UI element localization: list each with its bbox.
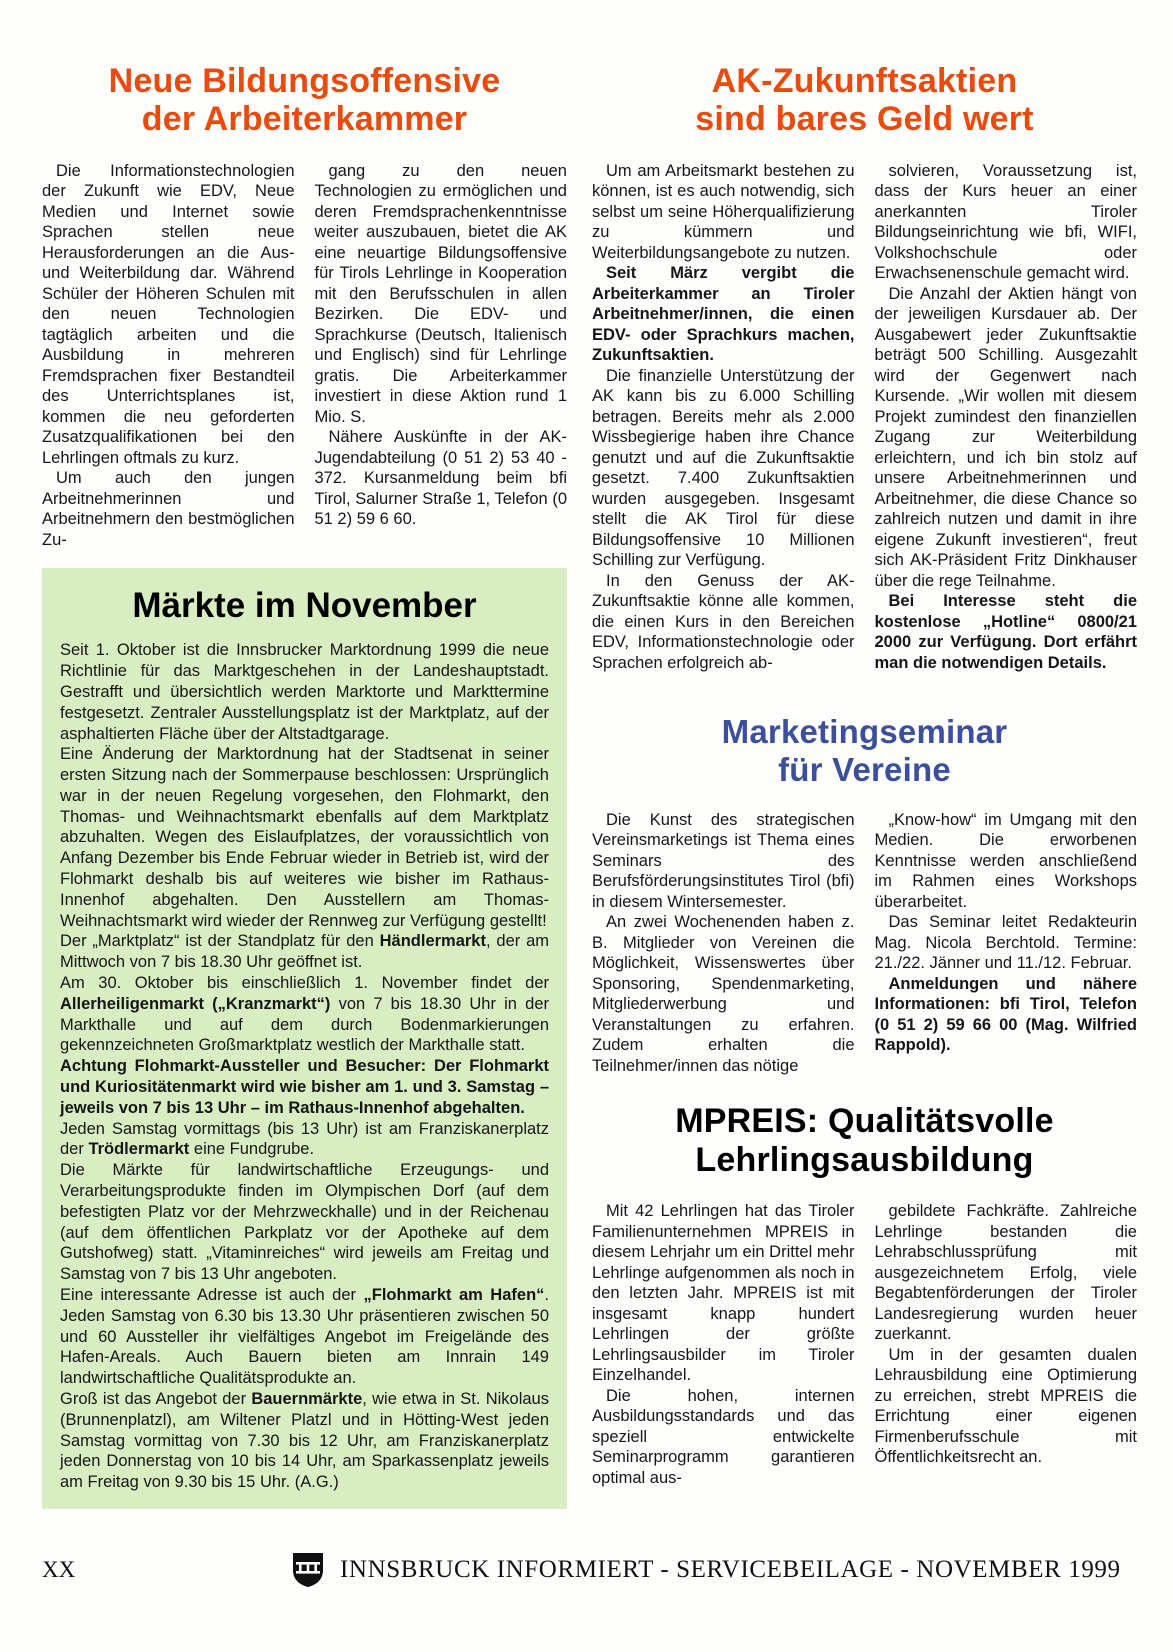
text-segment: Eine interessante Adresse ist auch der bbox=[60, 1286, 364, 1305]
paragraph bbox=[60, 1389, 549, 1493]
text-segment: Groß ist das Angebot der bbox=[60, 1390, 252, 1408]
innsbruck-coat-of-arms-logo bbox=[292, 1552, 324, 1588]
page-number: XX bbox=[42, 1557, 76, 1582]
paragraph: „Know-how“ im Umgang mit den Medien. Die erworbenen Kenntnisse werden anschließend im Rahmen eines Workshops überarbeitet. bbox=[874, 810, 1137, 911]
bold-text: „Flohmarkt am Hafen“ bbox=[363, 1286, 545, 1305]
text-column-2 bbox=[315, 161, 568, 551]
text-column-2 bbox=[875, 810, 1138, 1077]
text-segment: eine Fundgrube. bbox=[189, 1140, 315, 1159]
text-segment: von 7 bis 18.30 Uhr in der Markthalle und auf dem durch Bodenmarkierungen gekennzeichneten Großmarktplatz westlich der Markthalle statt. bbox=[60, 994, 549, 1055]
paragraph: Die finanzielle Unterstützung der AK kann bis zu 6.000 Schilling betragen. Bereits mehr als 2.000 Wissbegierige haben ihre Chance genutzt und auf die Zukunftsaktie gesetzt. 7.400 Zukunftsaktien wurden ausgegeben. Insgesamt stellt die AK Tirol für diese Bildungsoffensive 10 Millionen Schilling zur Verfügung. bbox=[592, 366, 855, 570]
title-line-2: sind bares Geld wert bbox=[695, 100, 1034, 139]
article-body bbox=[42, 161, 567, 551]
paragraph: Die Kunst des strategischen Vereinsmarketings ist Thema eines Seminars des Berufsförderungsinstitutes Tirol (bfi) in diesem Wintersemester. bbox=[592, 810, 855, 911]
article-title-marketingseminar bbox=[592, 713, 1137, 788]
paragraph: Die hohen, internen Ausbildungsstandards und das speziell entwickelte Seminarprogramm garantieren optimal aus- bbox=[592, 1386, 855, 1487]
title-line-1: Neue Bildungsoffensive bbox=[108, 62, 501, 100]
article-title-zukunftsaktien bbox=[592, 62, 1137, 139]
article-title-mpreis bbox=[592, 1102, 1137, 1179]
paragraph: gang zu den neuen Technologien zu ermöglichen und deren Fremdsprachenkenntnisse weiter auszubauen, bietet die AK eine neuartige Bildungsoffensive für Tirols Lehrlinge in Kooperation mit den Berufsschulen in allen Bezirken. Die EDV- und Sprachkurse (Deutsch, Italienisch und Englisch) sind für Lehrlinge gratis. Die Arbeiterkammer investiert in diese Aktion rund 1 Mio. S. bbox=[314, 161, 567, 426]
article-bildungsoffensive bbox=[42, 62, 567, 550]
paragraph: gebildete Fachkräfte. Zahlreiche Lehrlinge bestanden die Lehrabschlussprüfung mit ausgezeichnetem Erfolg, viele Begabtenförderungen der Tiroler Landesregierung wurden heuer zuerkannt. bbox=[874, 1202, 1137, 1344]
paragraph: Nähere Auskünfte in der AK-Jugendabteilung (0 51 2) 53 40 - 372. Kursanmeldung beim bfi Tirol, Salurner Straße 1, Telefon (0 51 2) 59 6 60. bbox=[314, 428, 567, 529]
article-body bbox=[592, 1201, 1137, 1488]
paragraph: Seit 1. Oktober ist die Innsbrucker Marktordnung 1999 die neue Richtlinie für das Marktgeschehen in der Landeshauptstadt. Gestrafft und übersichtlich werden Marktorte und Markttermine festgesetzt. Zentraler Ausstellungsplatz ist der Marktplatz, auf der asphaltierten Fläche über der Altstadtgarage. bbox=[60, 641, 549, 743]
footer-journal-title: INNSBRUCK INFORMIERT - SERVICEBEILAGE - NOVEMBER 1999 bbox=[340, 1556, 1121, 1583]
article-body bbox=[592, 810, 1137, 1077]
bold-text: Händlermarkt bbox=[379, 932, 486, 951]
article-body bbox=[592, 161, 1137, 674]
paragraph: Eine Änderung der Marktordnung hat der Stadtsenat in seiner ersten Sitzung nach der Sommerpause beschlossen: Ursprünglich war in der neuen Regelung vorgesehen, den Flohmarkt, den Thomas- und Weihnachtsmarkt ebenfalls auf dem Marktplatz abzuhalten. Wegen des Eislaufplatzes, der voraussichtlich von Anfang Dezember bis Ende Februar wieder in Betrieb ist, wird der Flohmarkt deshalb bis auf weiteres wie bisher im Rathaus-Innenhof abgehalten. Den Ausstellern am Thomas-Weihnachtsmarkt wird wieder der Rennweg zur Verfügung gestellt! bbox=[60, 745, 549, 930]
text-column-2 bbox=[875, 1201, 1138, 1488]
paragraph: Die Märkte für landwirtschaftliche Erzeugungs- und Verarbeitungsprodukte finden im Olympischen Dorf (auf dem befestigten Platz vor der Mehrzweckhalle) und in der Reichenau (auf dem öffentlichen Parkplatz vor der Apotheke auf dem Gutshofweg) statt. „Vitaminreiches“ wird jeweils am Freitag und Samstag von 7 bis 13 Uhr angeboten. bbox=[60, 1161, 549, 1284]
right-page-region bbox=[592, 62, 1137, 1488]
paragraph: Um auch den jungen Arbeitnehmerinnen und Arbeitnehmern den bestmöglichen Zu- bbox=[42, 469, 295, 549]
paragraph-bold: Bei Interesse steht die kostenlose „Hotline“ 0800/21 2000 zur Verfügung. Dort erfährt man die notwendigen Details. bbox=[874, 592, 1137, 672]
article-title-bildungsoffensive bbox=[42, 62, 567, 139]
text-segment: . Jeden Samstag von 6.30 bis 13.30 Uhr präsentieren zwischen 50 und 60 Aussteller ihr vielfältiges Angebot im Freigelände des Hafen-Areals. Auch Bauern bieten am Innrain 149 landwirtschaftliche Qualitätsprodukte an. bbox=[60, 1286, 549, 1388]
paragraph: solvieren, Voraussetzung ist, dass der Kurs heuer an einer anerkannten Tiroler Bildungseinrichtung wie bfi, WIFI, Volkshochschule oder Erwachsenenschule gemacht wird. bbox=[874, 161, 1137, 283]
paragraph bbox=[60, 973, 549, 1056]
paragraph: Die Anzahl der Aktien hängt von der jeweiligen Kursdauer ab. Der Ausgabewert jeder Zukunftsaktie beträgt 500 Schilling. Ausgezahlt wird der Gegenwert nach Kursende. „Wir wollen mit diesem Projekt zumindest den finanziellen Zugang zur Weiterbildung erleichtern, und ich bin stolz auf unsere Arbeitnehmerinnen und Arbeitnehmer, die diese Chance so zahlreich nutzen und damit in ihre eigene Zukunft investieren“, freut sich AK-Präsident Fritz Dinkhauser über die rege Teilnahme. bbox=[874, 284, 1137, 590]
text-column-1 bbox=[42, 161, 295, 551]
text-column-2 bbox=[875, 161, 1138, 674]
title-line-1: AK-Zukunftsaktien bbox=[711, 62, 1018, 100]
paragraph bbox=[60, 1285, 549, 1389]
paragraph: An zwei Wochenenden haben z. B. Mitglieder von Vereinen die Möglichkeit, Wissenswertes über Sponsoring, Spendenmarketing, Mitgliederwerbung und Veranstaltungen zu erfahren. Zudem erhalten die Teilnehmer/innen das nötige bbox=[592, 913, 855, 1075]
article-marketingseminar bbox=[592, 713, 1137, 1076]
title-line-2: für Vereine bbox=[778, 750, 951, 788]
bold-text: Trödlermarkt bbox=[88, 1140, 190, 1159]
text-column-1 bbox=[592, 1201, 855, 1488]
title-line-1: MPREIS: Qualitätsvolle bbox=[675, 1102, 1054, 1141]
text-column-1 bbox=[592, 810, 855, 1077]
article-mpreis bbox=[592, 1102, 1137, 1488]
paragraph bbox=[60, 1119, 549, 1161]
text-segment: , der am Mittwoch von 7 bis 18.30 Uhr geöffnet ist. bbox=[60, 932, 549, 972]
article-maerkte-im-november bbox=[42, 568, 567, 1509]
title-line-1: Marketingseminar bbox=[721, 713, 1008, 751]
bold-text: Achtung Flohmarkt-Aussteller und Besucher: Der Flohmarkt und Kuriositätenmarkt wird wie bisher am 1. und 3. Samstag – jeweils von 7 bis 13 Uhr – im Rathaus-Innenhof abgehalten. bbox=[60, 1057, 549, 1117]
page-footer bbox=[42, 1552, 1135, 1588]
box-body bbox=[60, 640, 549, 1493]
paragraph: Die Informationstechnologien der Zukunft wie EDV, Neue Medien und Internet sowie Sprachen stellen neue Herausforderungen an die Aus- und Weiterbildung dar. Während Schüler der Höheren Schulen mit den neuen Technologien tagtäglich arbeiten und die Ausbildung in mehreren Fremdsprachen fixer Bestandteil des Unterrichtsplanes ist, kommen die neu geforderten Zusatzqualifikationen bei den Lehrlingen oftmals zu kurz. bbox=[42, 161, 295, 467]
bold-text: Allerheiligenmarkt („Kranzmarkt“) bbox=[60, 994, 331, 1013]
title-line-2: der Arbeiterkammer bbox=[141, 100, 468, 139]
paragraph-bold bbox=[60, 1056, 549, 1118]
paragraph: Um in der gesamten dualen Lehrausbildung eine Optimierung zu erreichen, strebt MPREIS die Errichtung einer eigenen Firmenberufsschule mit Öffentlichkeitsrecht an. bbox=[874, 1345, 1137, 1467]
paragraph-bold: Anmeldungen und nähere Informationen: bfi Tirol, Telefon (0 51 2) 59 66 00 (Mag. Wilfried Rappold). bbox=[874, 974, 1137, 1055]
left-page-region bbox=[42, 62, 567, 1509]
paragraph: Das Seminar leitet Redakteurin Mag. Nicola Berchtold. Termine: 21./22. Jänner und 11./12. Februar. bbox=[874, 913, 1137, 973]
paragraph bbox=[60, 931, 549, 973]
box-title: Märkte im November bbox=[132, 586, 477, 626]
text-segment: Am 30. Oktober bis einschließlich 1. November findet der bbox=[60, 974, 549, 993]
paragraph: Mit 42 Lehrlingen hat das Tiroler Familienunternehmen MPREIS in diesem Lehrjahr um ein Drittel mehr Lehrlinge aufgenommen als noch in den letzten Jahr. MPREIS ist mit insgesamt knapp hundert Lehrlingen der größte Lehrlingsausbilder im Tiroler Einzelhandel. bbox=[592, 1202, 855, 1385]
paragraph-bold: Seit März vergibt die Arbeiterkammer an Tiroler Arbeitnehmer/innen, die einen EDV- oder Sprachkurs machen, Zukunftsaktien. bbox=[592, 264, 855, 365]
text-segment: Der „Marktplatz“ ist der Standplatz für den bbox=[60, 932, 380, 951]
text-segment: Jeden Samstag vormittags (bis 13 Uhr) ist am Franziskanerplatz der bbox=[60, 1119, 549, 1159]
text-column-1 bbox=[592, 161, 855, 674]
article-zukunftsaktien bbox=[592, 62, 1137, 673]
paragraph: In den Genuss der AK-Zukunftsaktie könne alle kommen, die einen Kurs in den Bereichen EDV, Informationstechnologie oder Sprachen erfolgreich ab- bbox=[592, 571, 855, 672]
title-line-2: Lehrlingsausbildung bbox=[695, 1140, 1034, 1179]
paragraph: Um am Arbeitsmarkt bestehen zu können, ist es auch notwendig, sich selbst um seine Höherqualifizierung zu kümmern und Weiterbildungsangebote zu nutzen. bbox=[592, 161, 855, 262]
text-segment: , wie etwa in St. Nikolaus (Brunnenplatzl), am Wiltener Platzl und in Hötting-West jeden Samstag vormittag von 7.30 bis 12 Uhr, am Franziskanerplatz jeden Donnerstag von 10 bis 14 Uhr, am Sparkassenplatz jeweils am Freitag von 9.30 bis 15 Uhr. (A.G.) bbox=[60, 1390, 549, 1492]
bold-text: Bauernmärkte bbox=[251, 1390, 363, 1408]
